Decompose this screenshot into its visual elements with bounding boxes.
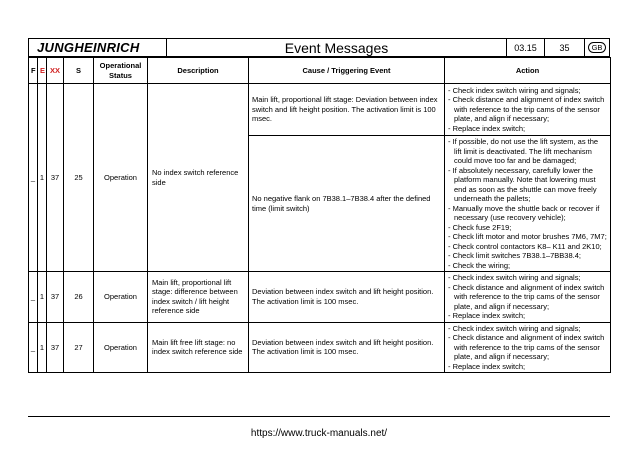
cell-xx: 37 xyxy=(47,272,64,323)
cell-e: 1 xyxy=(38,272,47,323)
col-header-f: F xyxy=(29,58,38,84)
language-badge: GB xyxy=(588,42,607,53)
cell-status: Operation xyxy=(94,272,148,323)
cell-action xyxy=(445,322,611,373)
cell-action xyxy=(445,272,611,323)
logo-cell xyxy=(29,39,167,56)
cell-e: 1 xyxy=(38,84,47,272)
action-item: - Check index switch wiring and signals; xyxy=(448,273,581,282)
event-messages-table xyxy=(28,57,611,373)
page-number: 35 xyxy=(545,39,585,56)
action-item: - Check index switch wiring and signals; xyxy=(448,323,581,333)
action-item: - Check the wiring; xyxy=(448,260,511,270)
action-item: - Check distance and alignment of index switch with reference to the trip cams of the sensor plate, and align if necessary; xyxy=(448,95,605,124)
action-item: - Replace index switch; xyxy=(448,311,526,320)
action-item: - Check control contactors K8– K11 and 2K10; xyxy=(448,241,602,251)
col-header-cause: Cause / Triggering Event xyxy=(249,58,445,84)
col-header-action: Action xyxy=(445,58,611,84)
cell-xx: 37 xyxy=(47,322,64,373)
cell-s: 27 xyxy=(64,322,94,373)
action-item: - If absolutely necessary, carefully lower the platform manually. Note that lowering must end as soon as the shuttle can move freely underneath the pallets; xyxy=(448,165,597,203)
language-cell xyxy=(585,39,609,56)
cell-e: 1 xyxy=(38,322,47,373)
action-item: - Check index switch wiring and signals; xyxy=(448,85,581,95)
page-title: Event Messages xyxy=(167,39,507,56)
action-item: - Check lift motor and motor brushes 7M6, 7M7; xyxy=(448,232,607,241)
action-item: - Manually move the shuttle back or recover if necessary (use recovery vehicle); xyxy=(448,203,600,222)
cell-cause: Main lift, proportional lift stage: Deviation between index switch and lift height position. The activation limit is 100 msec. xyxy=(249,84,445,136)
footer-url: https://www.truck-manuals.net/ xyxy=(250,428,388,439)
cell-action xyxy=(445,84,611,136)
col-header-s: S xyxy=(64,58,94,84)
brand-logo: JUNGHEINRICH xyxy=(37,40,140,55)
action-item: - Check limit switches 7B38.1–7BB38.4; xyxy=(448,251,581,260)
action-item: - Check distance and alignment of index switch with reference to the trip cams of the sensor plate, and align if necessary; xyxy=(448,282,605,311)
cell-description: Main lift free lift stage: no index switch reference side xyxy=(148,322,249,373)
table-row xyxy=(29,272,611,323)
action-item: - Replace index switch; xyxy=(448,123,526,133)
action-item: - Check fuse 2F19; xyxy=(448,222,512,232)
cell-status: Operation xyxy=(94,322,148,373)
cell-status: Operation xyxy=(94,84,148,272)
cell-cause: No negative flank on 7B38.1–7B38.4 after the defined time (limit switch) xyxy=(249,136,445,272)
col-header-description: Description xyxy=(148,58,249,84)
col-header-e: E xyxy=(38,58,47,84)
col-header-xx: XX xyxy=(47,58,64,84)
action-item: - Check distance and alignment of index switch with reference to the trip cams of the sensor plate, and align if necessary; xyxy=(448,333,605,361)
document-version: 03.15 xyxy=(507,39,545,56)
cell-description: Main lift, proportional lift stage: difference between index switch / lift height reference side xyxy=(148,272,249,323)
cell-action xyxy=(445,136,611,272)
cell-f: _ xyxy=(29,322,38,373)
col-header-status: Operational Status xyxy=(94,58,148,84)
cell-cause: Deviation between index switch and lift height position. The activation limit is 100 msec. xyxy=(249,272,445,323)
cell-f: _ xyxy=(29,272,38,323)
table-header-row xyxy=(29,58,611,84)
action-item: - If possible, do not use the lift system, as the lift limit is deactivated. The lift mechanism could move too far and be damaged; xyxy=(448,137,599,165)
table-row xyxy=(29,84,611,136)
cell-s: 26 xyxy=(64,272,94,323)
table-row xyxy=(29,322,611,373)
cell-s: 25 xyxy=(64,84,94,272)
cell-description: No index switch reference side xyxy=(148,84,249,272)
page-header xyxy=(28,38,610,57)
cell-f: _ xyxy=(29,84,38,272)
action-item: - Replace index switch; xyxy=(448,361,526,371)
cell-cause: Deviation between index switch and lift height position. The activation limit is 100 msec. xyxy=(249,322,445,373)
cell-xx: 37 xyxy=(47,84,64,272)
footer-divider xyxy=(28,416,610,417)
